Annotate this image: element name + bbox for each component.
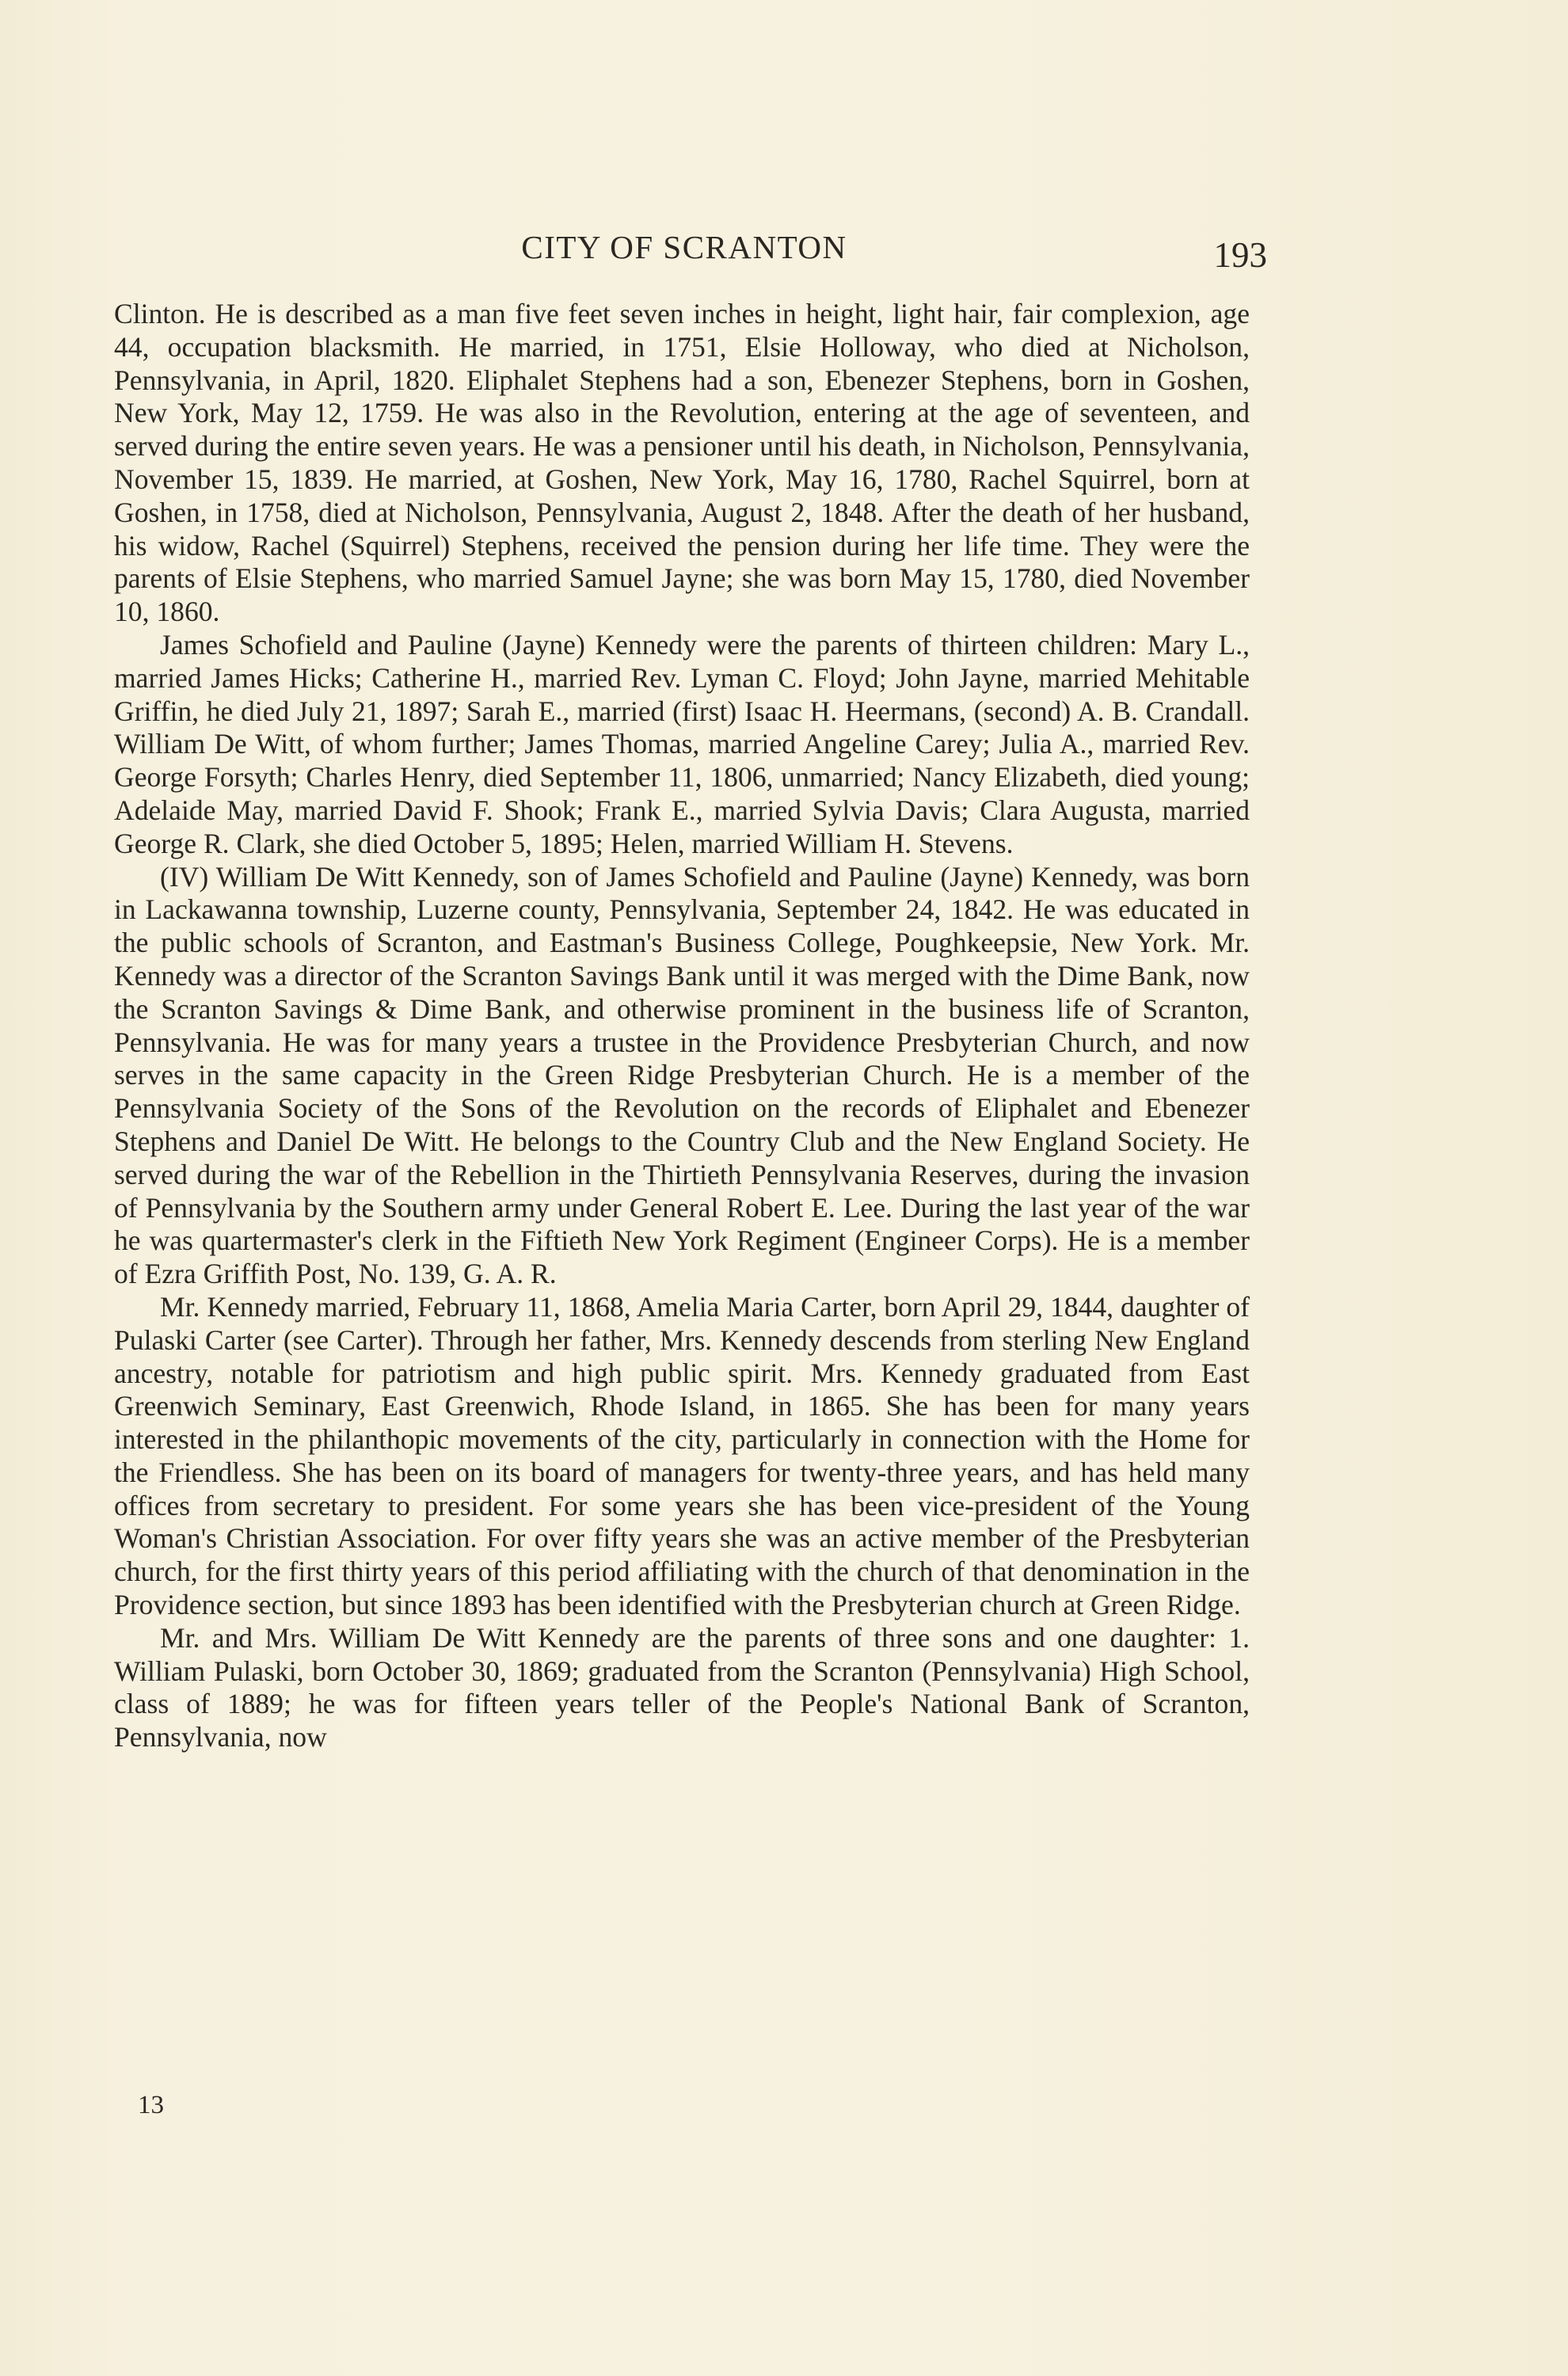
running-title: CITY OF SCRANTON	[521, 229, 847, 265]
signature-mark: 13	[138, 2091, 164, 2119]
running-head	[114, 225, 1267, 275]
paragraph-children-list: James Schofield and Pauline (Jayne) Kennedy were the parents of thirteen children: Mary L., married James Hicks; Catherine H., married Rev. Lyman C. Floyd; John Jayne, married Mehitable Griffin, he died July 21, 1897; Sarah E., married (first) Isaac H. Heermans, (second) A. B. Crandall. William De Witt, of whom further; James Thomas, married Angeline Carey; Julia A., married Rev. George Forsyth; Charles Henry, died September 11, 1806, unmarried; Nancy Elizabeth, died young; Adelaide May, married David F. Shook; Frank E., married Sylvia Davis; Clara Augusta, married George R. Clark, she died October 5, 1895; Helen, married William H. Stevens.	[114, 628, 1250, 859]
body-text	[114, 298, 1250, 1754]
paragraph-marriage: Mr. Kennedy married, February 11, 1868, Amelia Maria Carter, born April 29, 1844, daughter of Pulaski Carter (see Carter). Through her father, Mrs. Kennedy descends from sterling New England ancestry, notable for patriotism and high public spirit. Mrs. Kennedy graduated from East Greenwich Seminary, East Greenwich, Rhode Island, in 1865. She has been for many years interested in the philanthopic movements of the city, particularly in connection with the Home for the Friendless. She has been on its board of managers for twenty-three years, and has held many offices from secretary to president. For some years she has been vice-president of the Young Woman's Christian Association. For over fifty years she was an active member of the Presbyterian church, for the first thirty years of this period affiliating with the church of that denomination in the Providence section, but since 1893 has been identified with the Presbyterian church at Green Ridge.	[114, 1290, 1250, 1621]
paragraph-children: Mr. and Mrs. William De Witt Kennedy are the parents of three sons and one daughter: 1. William Pulaski, born October 30, 1869; graduated from the Scranton (Pennsylvania) High School, class of 1889; he was for fifteen years teller of the People's National Bank of Scranton, Pennsylvania, now	[114, 1621, 1250, 1753]
paragraph-continuation: Clinton. He is described as a man five feet seven inches in height, light hair, fair complexion, age 44, occupation blacksmith. He married, in 1751, Elsie Holloway, who died at Nicholson, Pennsylvania, in April, 1820. Eliphalet Stephens had a son, Ebenezer Stephens, born in Goshen, New York, May 12, 1759. He was also in the Revolution, entering at the age of seventeen, and served during the entire seven years. He was a pensioner until his death, in Nicholson, Pennsylvania, November 15, 1839. He married, at Goshen, New York, May 16, 1780, Rachel Squirrel, born at Goshen, in 1758, died at Nicholson, Pennsylvania, August 2, 1848. After the death of her husband, his widow, Rachel (Squirrel) Stephens, received the pension during her life time. They were the parents of Elsie Stephens, who married Samuel Jayne; she was born May 15, 1780, died November 10, 1860.	[114, 298, 1250, 628]
page-number: 193	[1213, 235, 1267, 275]
paragraph-william-de-witt: (IV) William De Witt Kennedy, son of James Schofield and Pauline (Jayne) Kennedy, was born in Lackawanna township, Luzerne county, Pennsylvania, September 24, 1842. He was educated in the public schools of Scranton, and Eastman's Business College, Poughkeepsie, New York. Mr. Kennedy was a director of the Scranton Savings Bank until it was merged with the Dime Bank, now the Scranton Savings & Dime Bank, and otherwise prominent in the business life of Scranton, Pennsylvania. He was for many years a trustee in the Providence Presbyterian Church, and now serves in the same capacity in the Green Ridge Presbyterian Church. He is a member of the Pennsylvania Society of the Sons of the Revolution on the records of Eliphalet and Ebenezer Stephens and Daniel De Witt. He belongs to the Country Club and the New England Society. He served during the war of the Rebellion in the Thirtieth Pennsylvania Reserves, during the invasion of Pennsylvania by the Southern army under General Robert E. Lee. During the last year of the war he was quartermaster's clerk in the Fiftieth New York Regiment (Engineer Corps). He is a member of Ezra Griffith Post, No. 139, G. A. R.	[114, 860, 1250, 1290]
